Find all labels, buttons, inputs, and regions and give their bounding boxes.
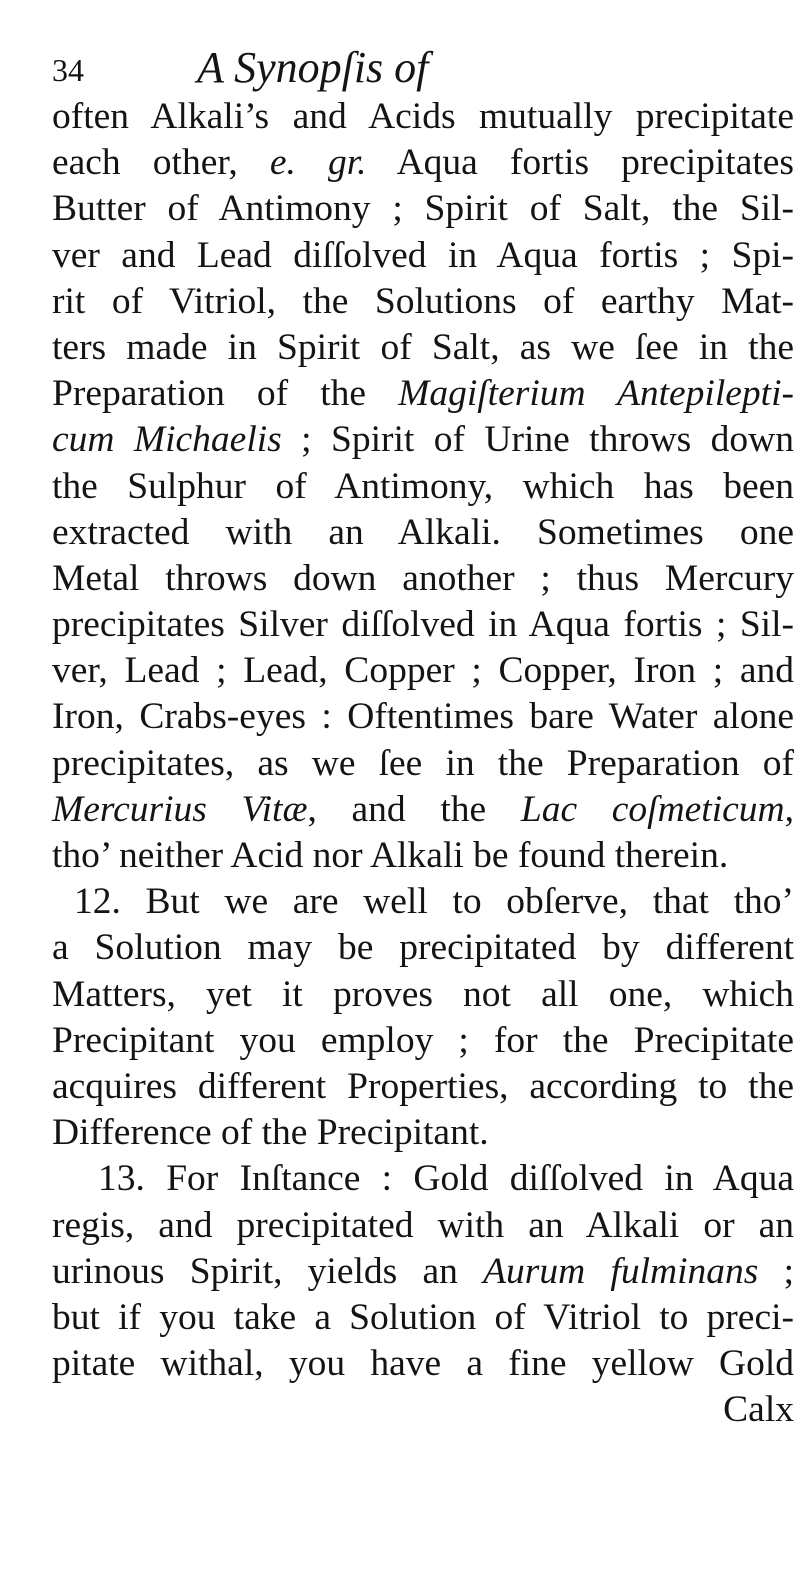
text-line xyxy=(52,787,794,833)
line-text: Calx xyxy=(723,1389,794,1431)
catchword xyxy=(52,1387,794,1433)
text-line xyxy=(52,140,794,186)
italic-text: Magiſterium Antepilepti- xyxy=(398,373,794,415)
text-line xyxy=(52,233,794,279)
text-line xyxy=(52,464,794,510)
line-text: , xyxy=(784,788,794,830)
line-text: tho’ neither Acid nor Alkali be found therein. xyxy=(52,835,729,876)
line-text: but if you take a Solution of Vitriol to preci- xyxy=(52,1296,794,1338)
line-text: Aqua fortis precipitates xyxy=(366,142,794,184)
text-line xyxy=(52,94,794,140)
text-line xyxy=(52,325,794,371)
line-text: a Solution may be precipitated by different xyxy=(52,927,794,969)
text-line xyxy=(52,1203,794,1249)
text-line xyxy=(52,1295,794,1341)
page-number: 34 xyxy=(52,52,84,88)
text-line xyxy=(52,648,794,694)
page-header xyxy=(52,42,752,102)
text-line xyxy=(52,833,794,879)
line-text: 13. For Inſtance : Gold diſſolved in Aqua xyxy=(98,1158,794,1200)
paragraph-12-start xyxy=(52,879,794,925)
line-text: ; xyxy=(758,1250,795,1292)
line-text: ; Spirit of Urine throws down xyxy=(281,419,794,461)
line-text: ters made in Spirit of Salt, as we ſee in the xyxy=(52,326,794,368)
text-line xyxy=(52,1018,794,1064)
line-text: urinous Spirit, yields an xyxy=(52,1250,484,1292)
line-text: the Sulphur of Antimony, which has been xyxy=(52,465,794,507)
text-line xyxy=(52,279,794,325)
line-text: ver and Lead diſſolved in Aqua fortis ; Spi- xyxy=(52,234,794,276)
line-text: often Alkali’s and Acids mutually precipitate xyxy=(52,96,794,137)
text-line xyxy=(52,1110,794,1156)
text-line xyxy=(52,417,794,463)
text-line xyxy=(52,972,794,1018)
text-line xyxy=(52,925,794,971)
text-line xyxy=(52,741,794,787)
line-text: Iron, Crabs-eyes : Oftentimes bare Water alone xyxy=(52,696,794,738)
line-text: Preparation of the xyxy=(52,373,399,415)
text-line xyxy=(52,371,794,417)
italic-text: Mercurius Vitæ xyxy=(52,788,308,830)
text-line xyxy=(52,1341,794,1387)
text-line xyxy=(52,186,794,232)
line-text: rit of Vitriol, the Solutions of earthy Mat- xyxy=(52,280,794,322)
line-text: Precipitant you employ ; for the Precipitate xyxy=(52,1019,794,1061)
line-text: each other, xyxy=(52,142,270,184)
text-line xyxy=(52,1249,794,1295)
text-line xyxy=(52,510,794,556)
text-line xyxy=(52,1064,794,1110)
running-title: A Synopſis of xyxy=(197,43,429,92)
line-text: , and the xyxy=(307,788,521,830)
line-text: regis, and precipitated with an Alkali or an xyxy=(52,1204,794,1246)
italic-text: e. gr. xyxy=(269,142,367,184)
line-text: pitate withal, you have a fine yellow Gold xyxy=(52,1343,794,1385)
line-text: ver, Lead ; Lead, Copper ; Copper, Iron ; and xyxy=(52,650,794,692)
line-text: precipitates Silver diſſolved in Aqua fortis ; Sil- xyxy=(52,604,794,646)
italic-text: cum Michaelis xyxy=(52,419,282,461)
line-text: acquires different Properties, according to the xyxy=(52,1065,794,1107)
line-text: Difference of the Precipitant. xyxy=(52,1112,489,1154)
body-text xyxy=(52,94,794,1433)
line-text: Metal throws down another ; thus Mercury xyxy=(52,557,794,599)
line-text: Matters, yet it proves not all one, which xyxy=(52,973,794,1015)
text-line xyxy=(52,602,794,648)
line-text: precipitates, as we ſee in the Preparation of xyxy=(52,742,794,784)
text-line xyxy=(52,556,794,602)
italic-text: Lac coſmeticum xyxy=(520,788,785,830)
text-line xyxy=(52,694,794,740)
italic-text: Aurum fulminans xyxy=(483,1250,759,1292)
line-text: extracted with an Alkali. Sometimes one xyxy=(52,511,794,553)
paragraph-13-start xyxy=(52,1156,794,1202)
line-text: Butter of Antimony ; Spirit of Salt, the Sil- xyxy=(52,188,794,230)
line-text: 12. But we are well to obſerve, that tho’ xyxy=(74,881,794,923)
